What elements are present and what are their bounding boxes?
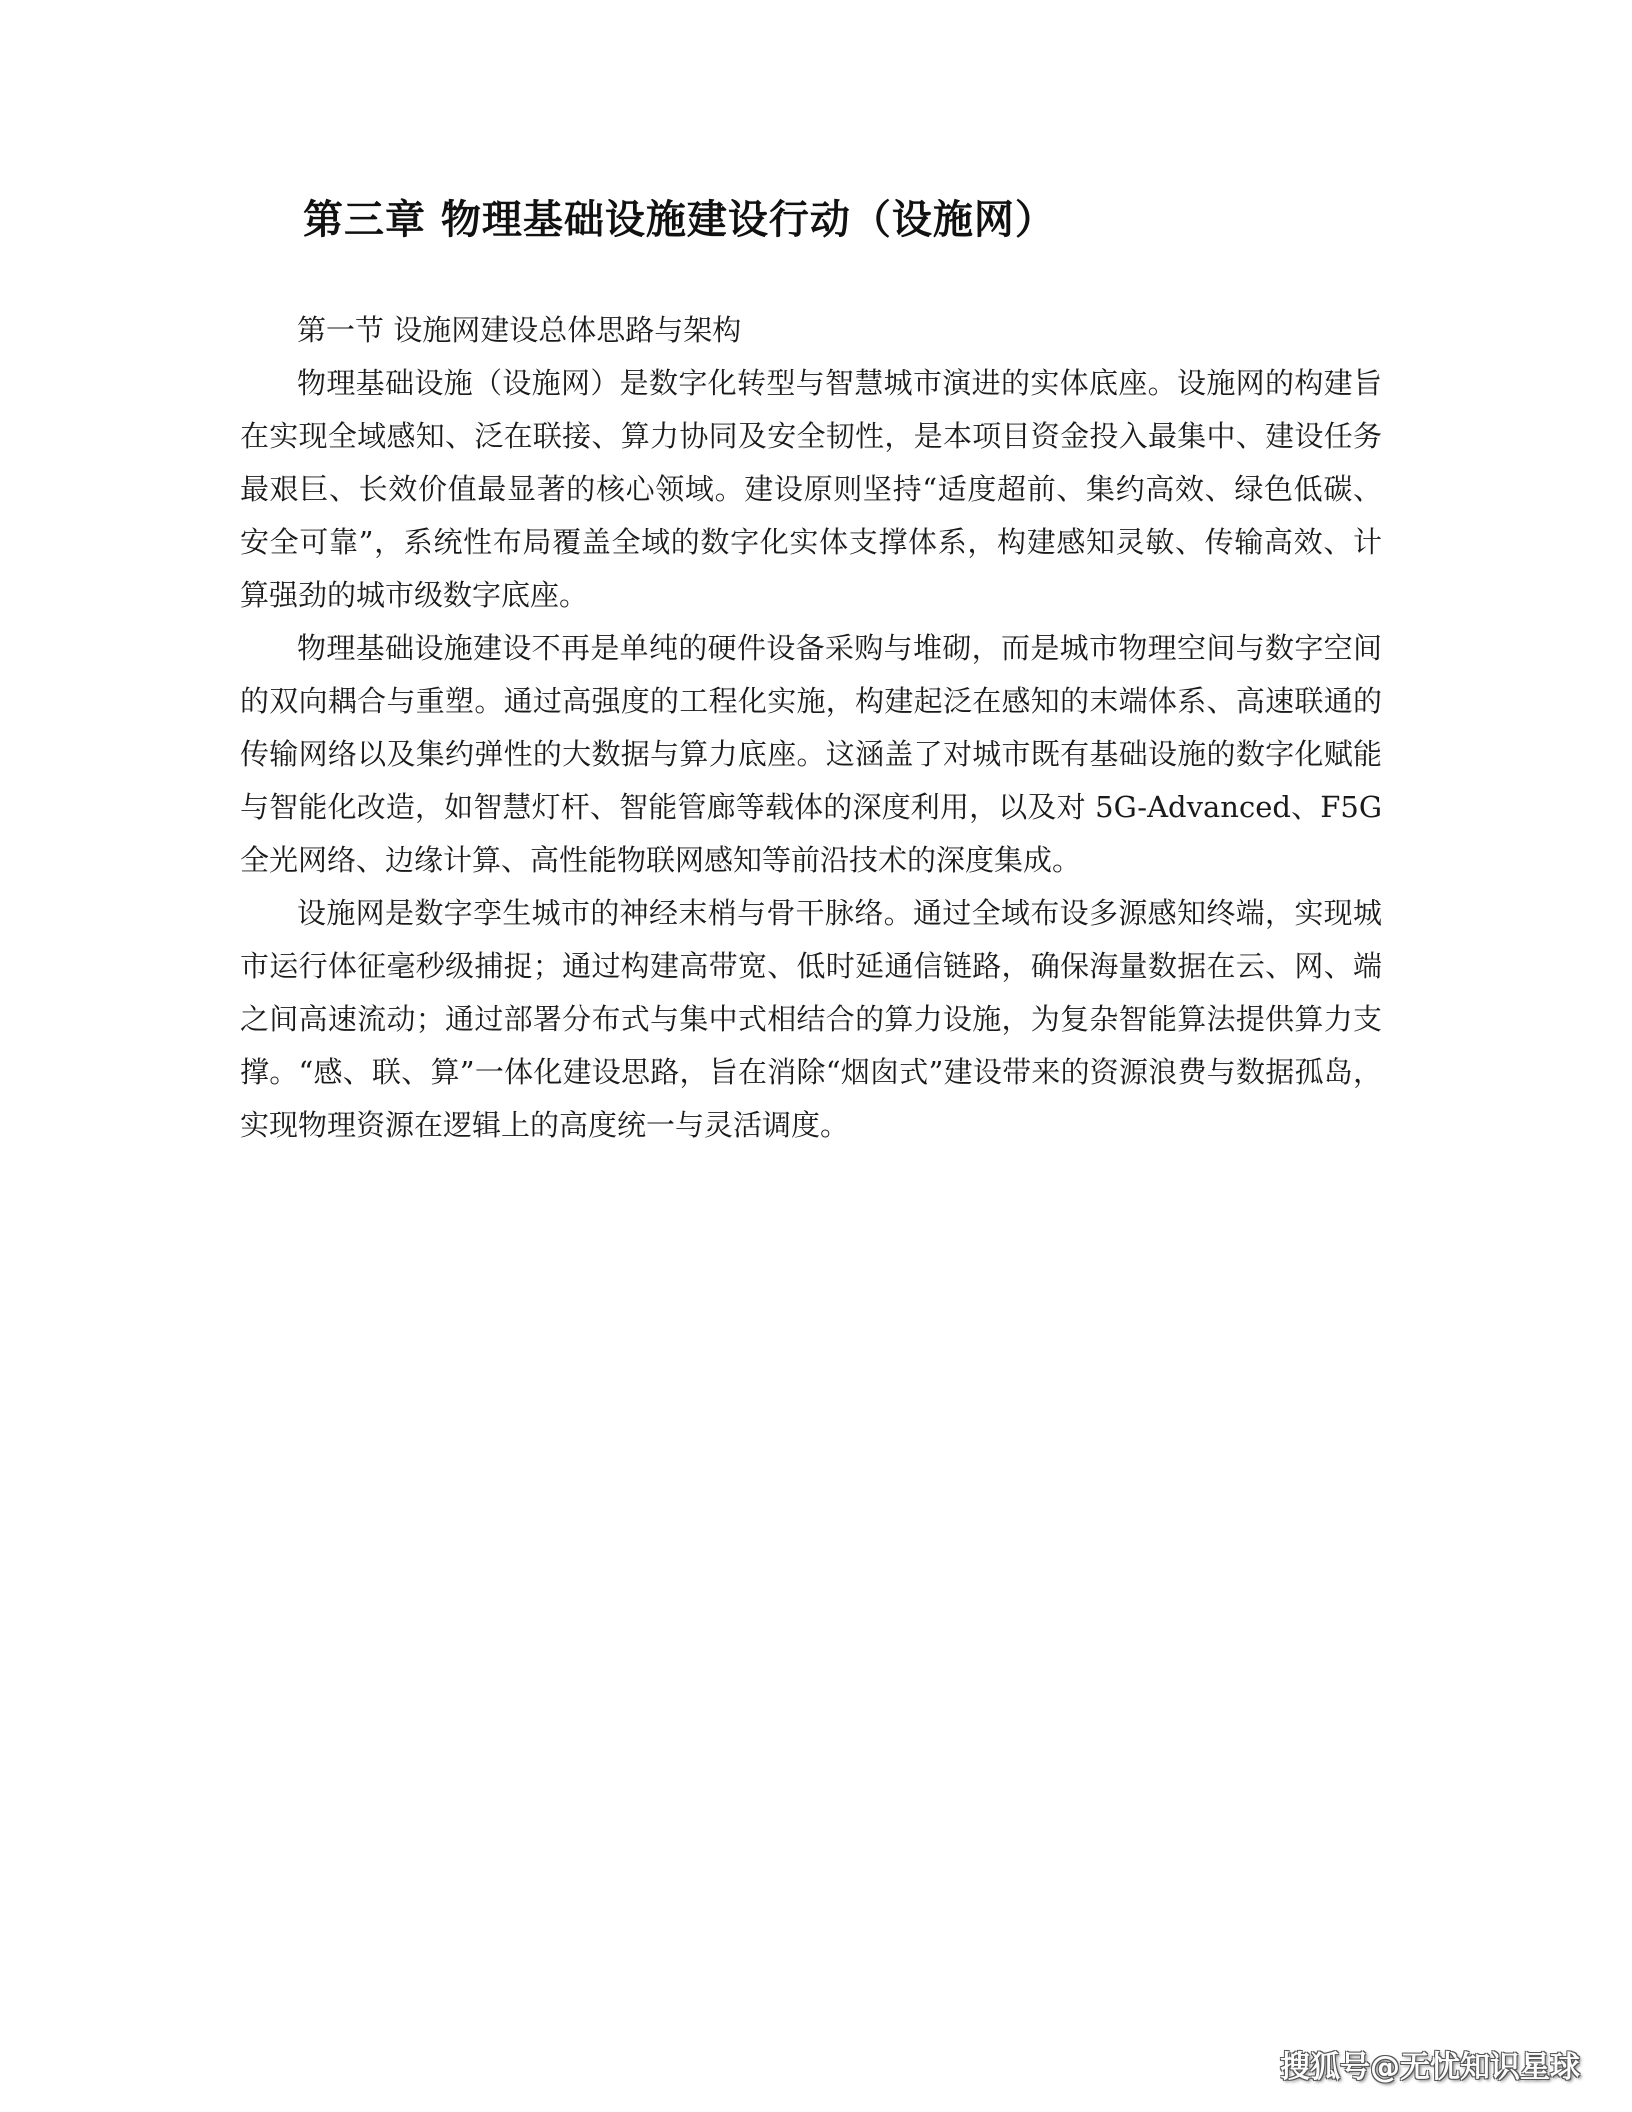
paragraph-3: 设施网是数字孪生城市的神经末梢与骨干脉络。通过全域布设多源感知终端，实现城市运行体征毫秒级捕捉；通过构建高带宽、低时延通信链路，确保海量数据在云、网、端之间高速流动；通过部署分布式与集中式相结合的算力设施，为复杂智能算法提供算力支撑。“感、联、算”一体化建设思路，旨在消除“烟囱式”建设带来的资源浪费与数据孤岛，实现物理资源在逻辑上的高度统一与灵活调度。 — [240, 896, 1382, 1142]
paragraph-1: 物理基础设施（设施网）是数字化转型与智慧城市演进的实体底座。设施网的构建旨在实现全域感知、泛在联接、算力协同及安全韧性，是本项目资金投入最集中、建设任务最艰巨、长效价值最显著的核心领域。建设原则坚持“适度超前、集约高效、绿色低碳、安全可靠”，系统性布局覆盖全域的数字化实体支撑体系，构建感知灵敏、传输高效、计算强劲的城市级数字底座。 — [240, 366, 1382, 612]
paragraph-2: 物理基础设施建设不再是单纯的硬件设备采购与堆砌，而是城市物理空间与数字空间的双向耦合与重塑。通过高强度的工程化实施，构建起泛在感知的末端体系、高速联通的传输网络以及集约弹性的大数据与算力底座。这涵盖了对城市既有基础设施的数字化赋能与智能化改造，如智慧灯杆、智能管廊等载体的深度利用，以及对 5G-Advanced、F5G 全光网络、边缘计算、高性能物联网感知等前沿技术的深度集成。 — [240, 631, 1382, 877]
section-heading: 第一节 设施网建设总体思路与架构 — [297, 313, 742, 347]
document-body — [240, 304, 1382, 1152]
sohu-watermark: 搜狐号@无忧知识星球 — [1280, 2050, 1580, 2085]
chapter-title: 第三章 物理基础设施建设行动（设施网） — [303, 197, 1056, 243]
